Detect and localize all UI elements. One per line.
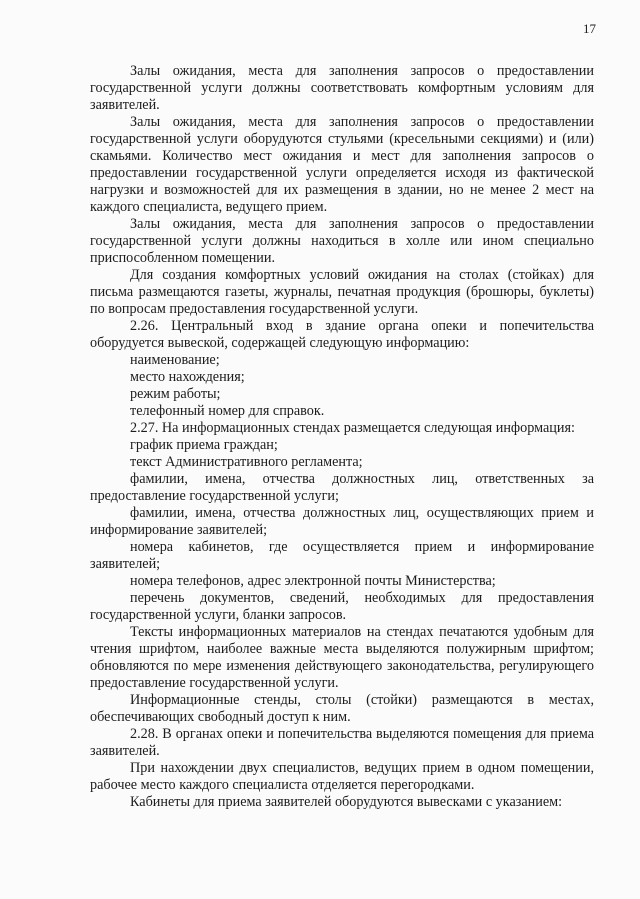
paragraph-waiting-halls-comfort: Залы ожидания, места для заполнения запросов о предоставлении государственной услуги должны соответствовать комфортным условиям для заявителей.	[90, 63, 594, 113]
list-item-name: наименование;	[130, 352, 220, 368]
list-item-phone: телефонный номер для справок.	[130, 403, 325, 419]
paragraph-waiting-halls-seating: Залы ожидания, места для заполнения запросов о предоставлении государственной услуги оборудуются стульями (кресельными секциями) и (или) скамьями. Количество мест ожидания и мест для заполнения запросов о предоставлении государственной услуги определяется исходя из фактической нагрузки и возможностей для их размещения в здании, но не менее 2 мест на каждого специалиста, ведущего прием.	[90, 114, 594, 215]
list-item-responsible-officials: фамилии, имена, отчества должностных лиц, ответственных за предоставление государственной услуги;	[90, 471, 594, 504]
list-item-schedule: график приема граждан;	[130, 437, 278, 453]
paragraph-stand-texts: Тексты информационных материалов на стендах печатаются удобным для чтения шрифтом, наиболее важные места выделяются полужирным шрифтом; обновляются по мере изменения действующего законодательства, регулирующего предоставление государственной услуги.	[90, 624, 594, 691]
paragraph-two-specialists: При нахождении двух специалистов, ведущих прием в одном помещении, рабочее место каждого специалиста отделяется перегородками.	[90, 760, 594, 793]
list-item-receiving-officials: фамилии, имена, отчества должностных лиц, осуществляющих прием и информирование заявителей;	[90, 505, 594, 538]
page-number: 17	[583, 21, 596, 36]
document-body	[90, 63, 594, 811]
paragraph-2-28: 2.28. В органах опеки и попечительства выделяются помещения для приема заявителей.	[90, 726, 594, 759]
list-item-regulation-text: текст Административного регламента;	[130, 454, 363, 470]
paragraph-2-26: 2.26. Центральный вход в здание органа опеки и попечительства оборудуется вывеской, содержащей следующую информацию:	[90, 318, 594, 351]
list-item-location: место нахождения;	[130, 369, 245, 385]
list-item-documents: перечень документов, сведений, необходимых для предоставления государственной услуги, бланки запросов.	[90, 590, 594, 623]
paragraph-comfort-conditions: Для создания комфортных условий ожидания на столах (стойках) для письма размещаются газеты, журналы, печатная продукция (брошюры, буклеты) по вопросам предоставления государственной услуги.	[90, 267, 594, 317]
paragraph-2-27: 2.27. На информационных стендах размещается следующая информация:	[130, 420, 575, 436]
paragraph-office-signs: Кабинеты для приема заявителей оборудуются вывесками с указанием:	[130, 794, 563, 810]
list-item-office-numbers: номера кабинетов, где осуществляется прием и информирование заявителей;	[90, 539, 594, 572]
list-item-work-hours: режим работы;	[130, 386, 221, 402]
paragraph-stands-placement: Информационные стенды, столы (стойки) размещаются в местах, обеспечивающих свободный доступ к ним.	[90, 692, 594, 725]
list-item-contacts: номера телефонов, адрес электронной почты Министерства;	[130, 573, 496, 589]
paragraph-waiting-halls-location: Залы ожидания, места для заполнения запросов о предоставлении государственной услуги должны находиться в холле или ином специально приспособленном помещении.	[90, 216, 594, 266]
